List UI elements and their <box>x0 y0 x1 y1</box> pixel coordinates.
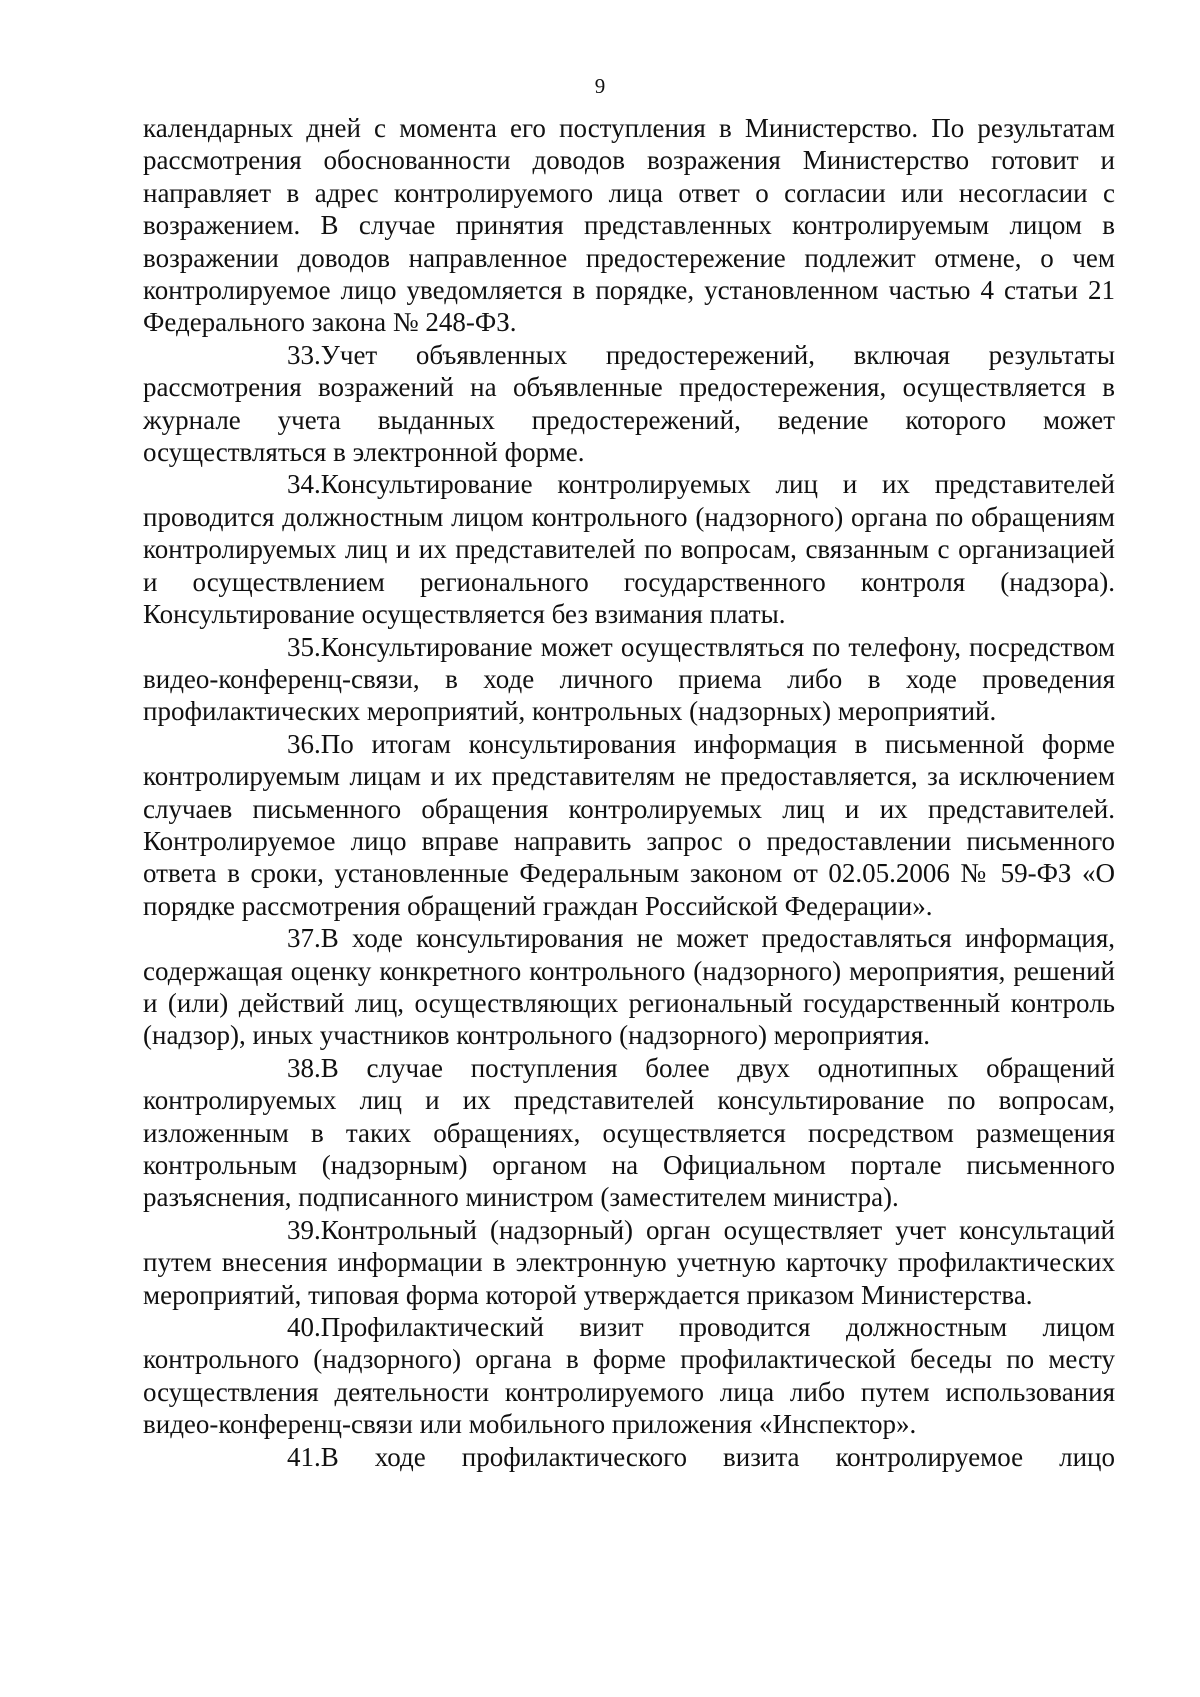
paragraph-36 <box>143 728 1115 922</box>
paragraph-text: В ходе консультирования не может предоставляться информация, содержащая оценку конкретного контрольного (надзорного) мероприятия, решений и (или) действий лиц, осуществляющих региональный государственный контроль (надзор), иных участников контрольного (надзорного) мероприятия. <box>143 923 1115 1051</box>
paragraph-text: Контрольный (надзорный) орган осуществляет учет консультаций путем внесения информации в электронную учетную карточку профилактических мероприятий, типовая форма которой утверждается приказом Министерства. <box>143 1214 1115 1310</box>
paragraph-35 <box>143 631 1115 728</box>
paragraph-continuation <box>143 112 1115 339</box>
paragraph-number: 37. <box>287 923 321 954</box>
paragraph-number: 40. <box>287 1312 321 1343</box>
paragraph-40 <box>143 1311 1115 1441</box>
page-number: 9 <box>594 74 606 98</box>
paragraph-text: По итогам консультирования информация в письменной форме контролируемым лицам и их представителям не предоставляется, за исключением случаев письменного обращения контролируемых лиц и их представителей. Контролируемое лицо вправе направить запрос о предоставлении письменного ответа в сроки, установленные Федеральным законом от 02.05.2006 № 59-ФЗ «О порядке рассмотрения обращений граждан Российской Федерации». <box>143 728 1115 921</box>
paragraph-text: Консультирование контролируемых лиц и их представителей проводится должностным лицом контрольного (надзорного) органа по обращениям контролируемых лиц и их представителей по вопросам, связанным с организацией и осуществлением регионального государственного контроля (надзора). Консультирование осуществляется без взимания платы. <box>143 469 1115 630</box>
paragraph-text: В ходе профилактического визита контролируемое лицо <box>320 1441 1115 1472</box>
paragraph-number: 38. <box>287 1052 321 1083</box>
document-body <box>143 112 1115 1473</box>
paragraph-number: 35. <box>287 631 321 662</box>
paragraph-39 <box>143 1214 1115 1311</box>
paragraph-text: календарных дней с момента его поступления в Министерство. По результатам рассмотрения обоснованности доводов возражения Министерство готовит и направляет в адрес контролируемого лица ответ о согласии или несогласии с возражением. В случае принятия представленных контролируемым лицом в возражении доводов направленное предостережение подлежит отмене, о чем контролируемое лицо уведомляется в порядке, установленном частью 4 статьи 21 Федерального закона № 248-ФЗ. <box>143 113 1115 338</box>
paragraph-text: Профилактический визит проводится должностным лицом контрольного (надзорного) органа в форме профилактической беседы по месту осуществления деятельности контролируемого лица либо путем использования видео-конференц-связи или мобильного приложения «Инспектор». <box>143 1312 1115 1440</box>
paragraph-37 <box>143 922 1115 1052</box>
paragraph-34 <box>143 468 1115 630</box>
paragraph-38 <box>143 1052 1115 1214</box>
paragraph-number: 33. <box>287 339 321 370</box>
paragraph-text: Консультирование может осуществляться по телефону, посредством видео-конференц-связи, в ходе личного приема либо в ходе проведения профилактических мероприятий, контрольных (надзорных) мероприятий. <box>143 631 1115 727</box>
paragraph-41 <box>143 1441 1115 1473</box>
paragraph-number: 41. <box>287 1441 321 1472</box>
paragraph-number: 36. <box>287 728 321 759</box>
paragraph-text: В случае поступления более двух однотипных обращений контролируемых лиц и их представителей консультирование по вопросам, изложенным в таких обращениях, осуществляется посредством размещения контрольным (надзорным) органом на Официальном портале письменного разъяснения, подписанного министром (заместителем министра). <box>143 1052 1115 1213</box>
paragraph-number: 34. <box>287 469 321 500</box>
paragraph-33 <box>143 339 1115 469</box>
paragraph-text: Учет объявленных предостережений, включая результаты рассмотрения возражений на объявленные предостережения, осуществляется в журнале учета выданных предостережений, ведение которого может осуществляться в электронной форме. <box>143 339 1115 468</box>
paragraph-number: 39. <box>287 1214 321 1245</box>
